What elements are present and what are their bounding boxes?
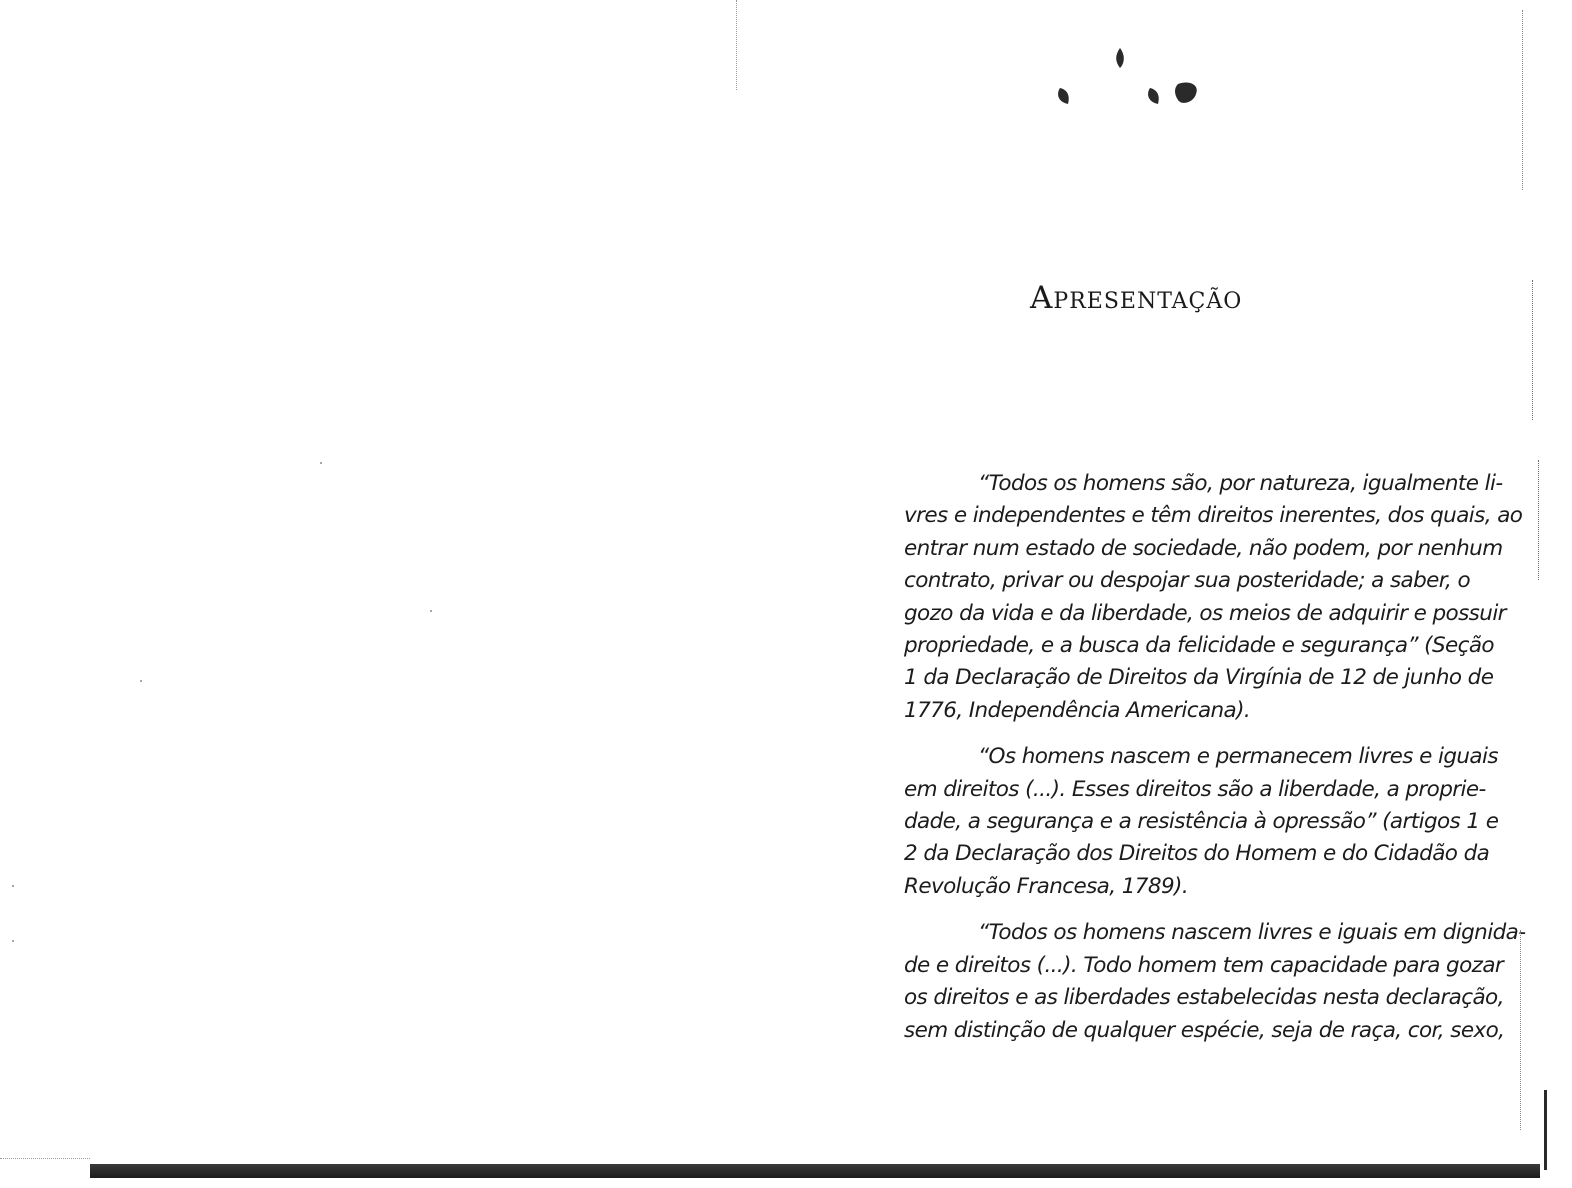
scan-speck	[430, 610, 432, 612]
text-line: entrar num estado de sociedade, não podem, por nenhum	[904, 535, 1503, 561]
text-line: 2 da Declaração dos Direitos do Homem e do Cidadão da	[904, 841, 1490, 867]
chapter-title	[1030, 280, 1330, 316]
edge-line	[1532, 280, 1534, 420]
text-line: em direitos (...). Esses direitos são a liberdade, a proprie-	[904, 776, 1486, 802]
scan-speck	[140, 680, 142, 682]
paragraph-french-declaration	[830, 741, 1499, 903]
text-line: gozo da vida e da liberdade, os meios de adquirir e possuir	[904, 600, 1506, 626]
text-line: “Todos os homens são, por natureza, igualmente li-	[978, 471, 1503, 496]
text-line: “Todos os homens nascem livres e iguais em dignida-	[978, 920, 1526, 946]
bottom-edge-shadow	[90, 1164, 1540, 1178]
text-line: vres e independentes e têm direitos inerentes, dos quais, ao	[904, 503, 1523, 529]
chapter-title-initial: A	[1030, 280, 1054, 316]
text-line: propriedade, e a busca da felicidade e segurança” (Seção	[904, 633, 1494, 659]
scan-speck	[12, 885, 14, 887]
body-text	[830, 468, 1526, 1061]
scan-speck	[12, 940, 14, 942]
text-line: dade, a segurança e a resistência à opressão” (artigos 1 e	[904, 809, 1499, 835]
text-line: de e direitos (...). Todo homem tem capacidade para gozar	[904, 952, 1504, 978]
text-line: 1 da Declaração de Direitos da Virgínia de 12 de junho de	[904, 665, 1494, 691]
paragraph-universal-declaration	[830, 917, 1526, 1047]
text-line: 1776, Independência Americana).	[904, 697, 1251, 723]
text-line: contrato, privar ou despojar sua posteridade; a saber, o	[904, 568, 1471, 594]
edge-line	[1520, 930, 1522, 1130]
bottom-edge-dotted	[0, 1158, 90, 1160]
left-page-blank	[0, 0, 738, 1188]
edge-line	[1522, 10, 1524, 190]
chapter-title-rest: PRESENTAÇÃO	[1053, 289, 1243, 314]
text-line: os direitos e as liberdades estabelecidas nesta declaração,	[904, 985, 1504, 1011]
scan-speck	[320, 462, 322, 464]
page-edge-artifacts	[1518, 0, 1548, 1188]
text-line: sem distinção de qualquer espécie, seja de raça, cor, sexo,	[904, 1017, 1505, 1043]
paragraph-virginia-declaration	[830, 468, 1523, 727]
edge-line	[1538, 460, 1540, 580]
leaf-ornament-icon	[1050, 40, 1230, 120]
text-line: Revolução Francesa, 1789).	[904, 873, 1189, 899]
text-line: “Os homens nascem e permanecem livres e iguais	[978, 744, 1498, 770]
edge-line	[1544, 1090, 1547, 1170]
